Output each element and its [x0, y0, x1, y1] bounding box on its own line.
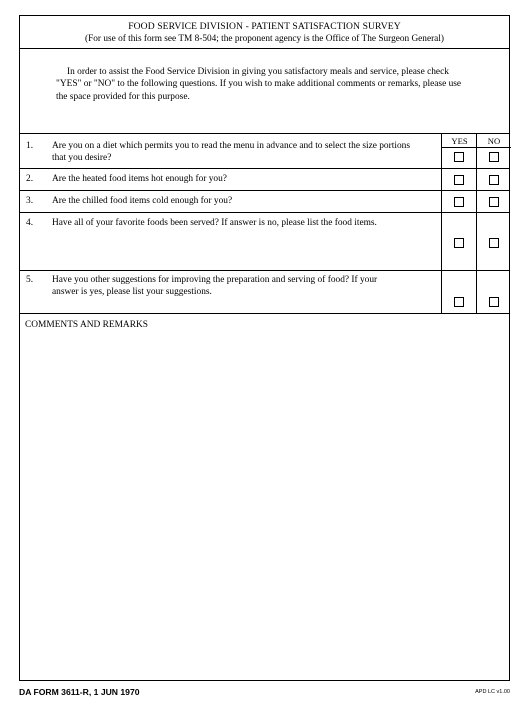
form-subtitle: (For use of this form see TM 8-504; the proponent agency is the Office of The Surgeon General) [85, 34, 444, 44]
instructions-text: In order to assist the Food Service Division in giving you satisfactory meals and service, please check "YES" or "NO" to the following questions. If you wish to make additional comments or remarks, please use the space provided for this purpose. [56, 67, 462, 102]
q4-no-checkbox[interactable] [489, 238, 499, 248]
question-text: Are the chilled food items cold enough for you? [52, 196, 233, 206]
question-row-5 [20, 270, 509, 314]
no-column [476, 212, 511, 270]
no-column [476, 270, 511, 313]
question-number: 4. [26, 218, 34, 228]
q2-yes-checkbox[interactable] [454, 175, 464, 185]
yes-column [441, 212, 477, 270]
comments-field[interactable] [20, 332, 509, 680]
question-text: Have all of your favorite foods been served? If answer is no, please list the food items. [52, 218, 377, 228]
question-row-3 [20, 190, 509, 213]
question-text: Are you on a diet which permits you to read the menu in advance and to select the size portions that you desire? [52, 141, 410, 163]
q5-no-checkbox[interactable] [489, 297, 499, 307]
question-number: 1. [26, 141, 34, 151]
yes-header: YES [442, 136, 477, 148]
no-header: NO [477, 136, 511, 148]
question-row-2 [20, 168, 509, 191]
yes-column [441, 270, 477, 313]
question-row-1 [20, 133, 509, 169]
q2-no-checkbox[interactable] [489, 175, 499, 185]
yes-column [441, 168, 477, 190]
question-number: 3. [26, 196, 34, 206]
form-number: DA FORM 3611-R, 1 JUN 1970 [19, 687, 140, 697]
no-column [476, 133, 511, 168]
q3-yes-checkbox[interactable] [454, 197, 464, 207]
yes-column [441, 133, 477, 168]
question-text: Are the heated food items hot enough for you? [52, 174, 227, 184]
q3-no-checkbox[interactable] [489, 197, 499, 207]
question-text: Have you other suggestions for improving the preparation and serving of food? If your answer is yes, please list your suggestions. [52, 275, 378, 297]
no-column [476, 190, 511, 212]
q5-yes-checkbox[interactable] [454, 297, 464, 307]
instructions-section [20, 48, 509, 134]
no-column [476, 168, 511, 190]
form-header [20, 16, 509, 49]
yes-column [441, 190, 477, 212]
question-number: 2. [26, 174, 34, 184]
q1-yes-checkbox[interactable] [454, 152, 464, 162]
question-number: 5. [26, 275, 34, 285]
form-title: FOOD SERVICE DIVISION - PATIENT SATISFACTION SURVEY [128, 21, 401, 32]
survey-form [19, 15, 510, 681]
form-version: APD LC v1.00 [475, 689, 510, 695]
question-row-4 [20, 212, 509, 271]
q1-no-checkbox[interactable] [489, 152, 499, 162]
q4-yes-checkbox[interactable] [454, 238, 464, 248]
comments-label: COMMENTS AND REMARKS [25, 320, 148, 330]
